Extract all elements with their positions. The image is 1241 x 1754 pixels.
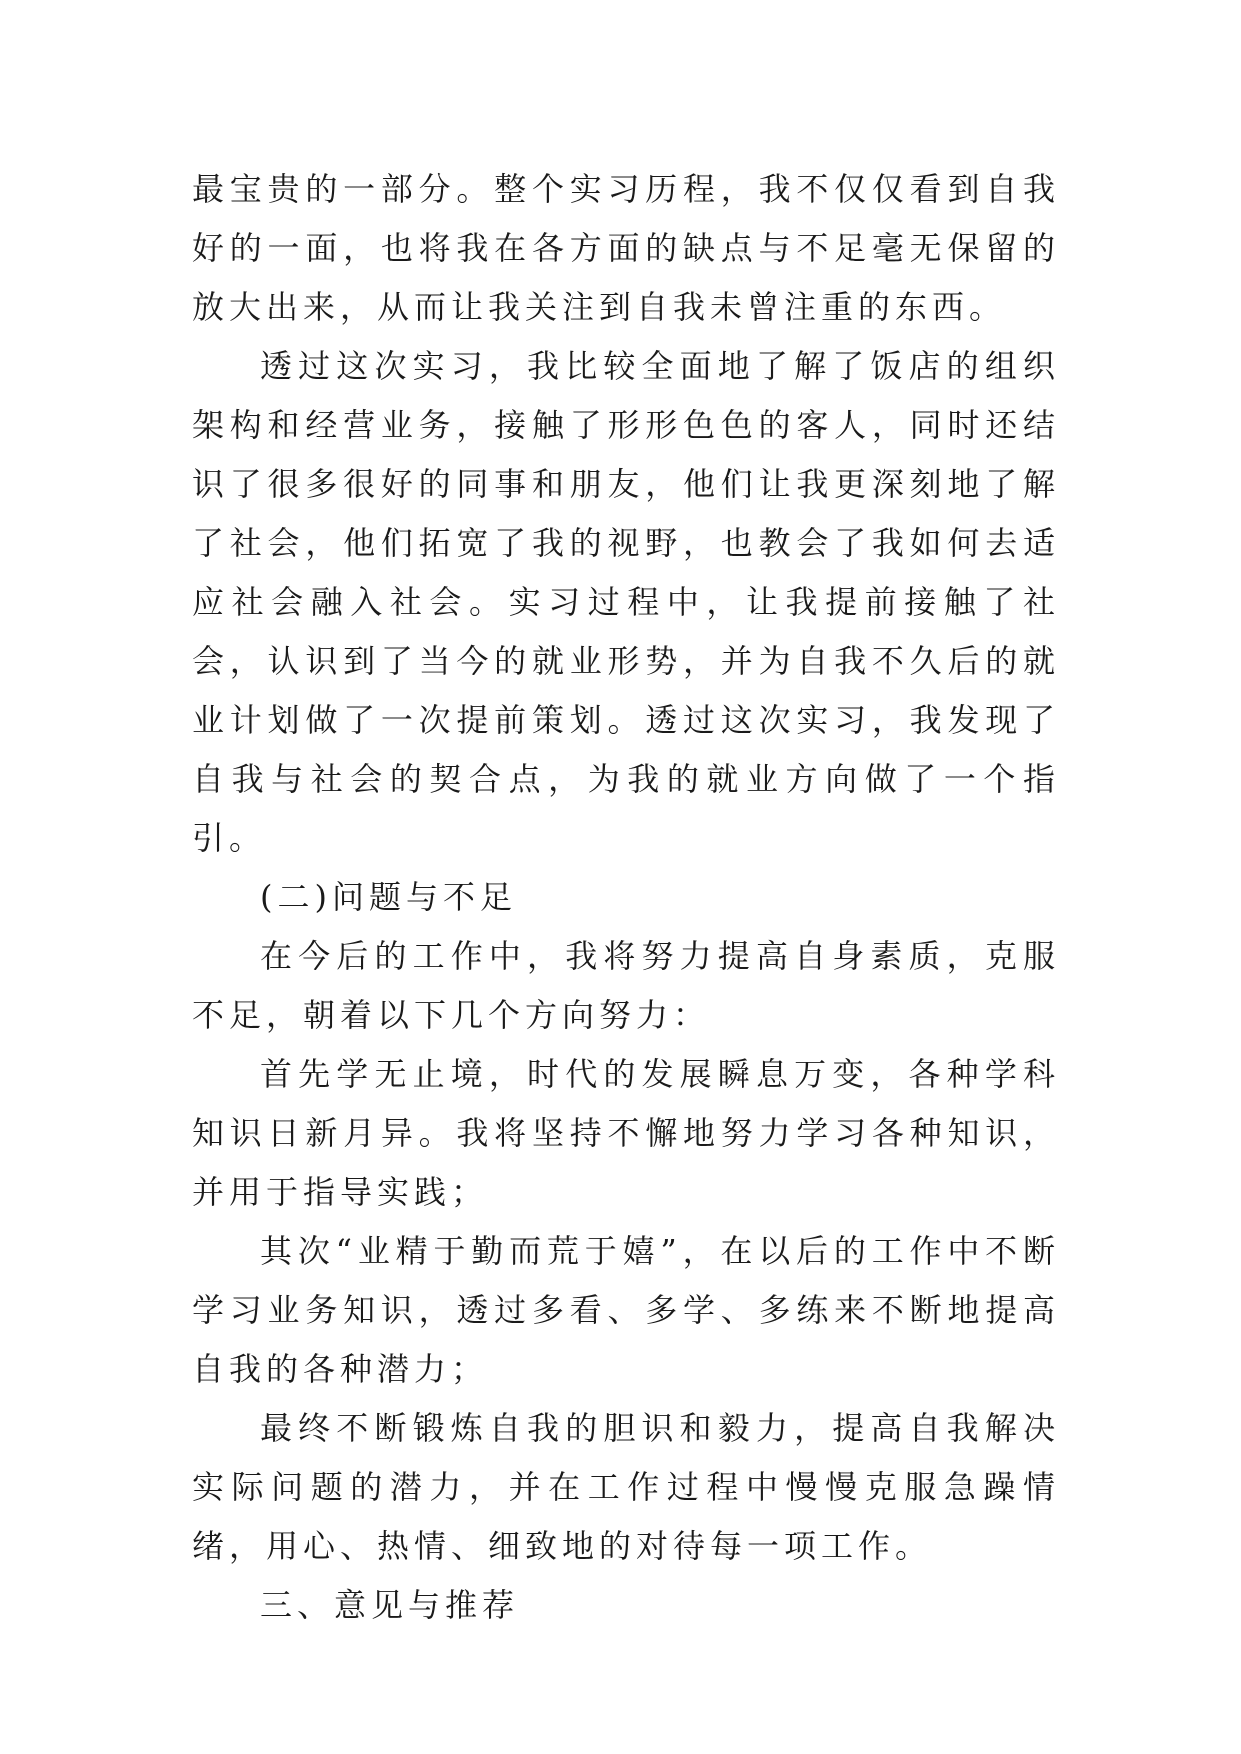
document-body	[192, 160, 1060, 1635]
paragraph-future-intro: 在今后的工作中，我将努力提高自身素质，克服不足，朝着以下几个方向努力：	[192, 937, 1060, 1034]
section-heading-problems: (二)问题与不足	[260, 878, 517, 916]
paragraph-internship-gains: 透过这次实习，我比较全面地了解了饭店的组织架构和经营业务，接触了形形色色的客人，同时还结识了很多很好的同事和朋友，他们让我更深刻地了解了社会，他们拓宽了我的视野，也教会了我如何去适应社会融入社会。实习过程中，让我提前接触了社会，认识到了当今的就业形势，并为自我不久后的就业计划做了一次提前策划。透过这次实习，我发现了自我与社会的契合点，为我的就业方向做了一个指引。	[192, 347, 1060, 857]
paragraph-second-point: 其次“业精于勤而荒于嬉”，在以后的工作中不断学习业务知识，透过多看、多学、多练来不断地提高自我的各种潜力；	[192, 1232, 1060, 1388]
paragraph-third-point: 最终不断锻炼自我的胆识和毅力，提高自我解决实际问题的潜力，并在工作过程中慢慢克服急躁情绪，用心、热情、细致地的对待每一项工作。	[192, 1409, 1060, 1565]
section-heading-suggestions: 三、意见与推荐	[260, 1586, 520, 1624]
paragraph-continuation: 最宝贵的一部分。整个实习历程，我不仅仅看到自我好的一面，也将我在各方面的缺点与不足毫无保留的放大出来，从而让我关注到自我未曾注重的东西。	[192, 170, 1060, 326]
paragraph-first-point: 首先学无止境，时代的发展瞬息万变，各种学科知识日新月异。我将坚持不懈地努力学习各种知识，并用于指导实践；	[192, 1055, 1060, 1211]
